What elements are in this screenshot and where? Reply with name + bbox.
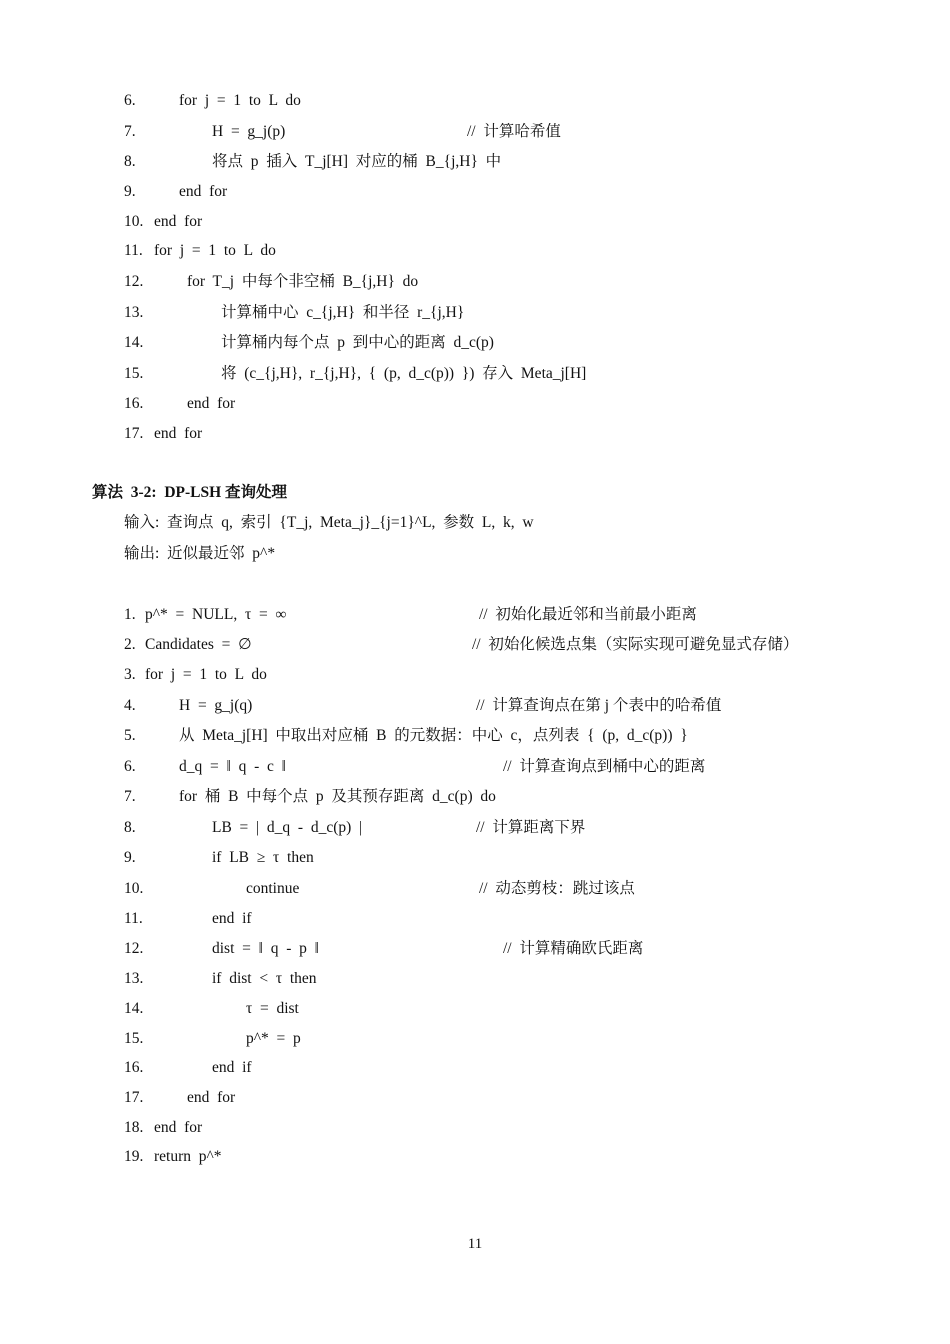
- algorithm-output: 输出: 近似最近邻 p^*: [124, 545, 276, 562]
- code-line: 计算桶内每个点 p 到中心的距离 d_c(p): [221, 334, 494, 351]
- page-number: 11: [467, 1236, 483, 1252]
- code-line: continue: [246, 880, 300, 897]
- line-number: 6.: [124, 92, 136, 109]
- line-number: 10.: [124, 880, 144, 897]
- code-comment: // 计算查询点到桶中心的距离: [503, 758, 706, 775]
- line-number: 11.: [124, 910, 143, 927]
- line-number: 12.: [124, 273, 144, 290]
- code-line: H = g_j(q): [179, 697, 253, 714]
- line-number: 14.: [124, 1000, 144, 1017]
- line-number: 15.: [124, 1030, 144, 1047]
- code-comment: // 计算查询点在第 j 个表中的哈希值: [476, 697, 722, 714]
- algorithm-input: 输入: 查询点 q, 索引 {T_j, Meta_j}_{j=1}^L, 参数 L, k, w: [124, 514, 534, 531]
- code-comment: // 计算精确欧氏距离: [503, 940, 644, 957]
- code-line: for 桶 B 中每个点 p 及其预存距离 d_c(p) do: [179, 788, 496, 805]
- line-number: 14.: [124, 334, 144, 351]
- code-line: H = g_j(p): [212, 123, 286, 140]
- code-line: end for: [154, 1119, 203, 1136]
- code-line: for j = 1 to L do: [145, 666, 267, 683]
- code-line: end for: [154, 213, 203, 230]
- code-line: 将点 p 插入 T_j[H] 对应的桶 B_{j,H} 中: [212, 153, 502, 170]
- code-line: d_q = ‖ q - c ‖: [179, 758, 286, 775]
- code-line: dist = ‖ q - p ‖: [212, 940, 320, 957]
- code-line: p^* = p: [246, 1030, 301, 1047]
- line-number: 17.: [124, 1089, 144, 1106]
- line-number: 2.: [124, 636, 136, 653]
- line-number: 1.: [124, 606, 136, 623]
- line-number: 7.: [124, 788, 136, 805]
- line-number: 19.: [124, 1148, 144, 1165]
- code-line: 计算桶中心 c_{j,H} 和半径 r_{j,H}: [221, 304, 465, 321]
- code-line: if LB ≥ τ then: [212, 849, 314, 866]
- code-comment: // 初始化最近邻和当前最小距离: [479, 606, 697, 623]
- code-line: end for: [187, 395, 236, 412]
- code-line: for j = 1 to L do: [179, 92, 301, 109]
- code-line: end for: [179, 183, 228, 200]
- code-line: for T_j 中每个非空桶 B_{j,H} do: [187, 273, 419, 290]
- code-line: p^* = NULL, τ = ∞: [145, 606, 287, 623]
- code-comment: // 动态剪枝：跳过该点: [479, 880, 635, 897]
- line-number: 16.: [124, 395, 144, 412]
- line-number: 13.: [124, 304, 144, 321]
- line-number: 8.: [124, 819, 136, 836]
- code-line: for j = 1 to L do: [154, 242, 276, 259]
- code-line: end if: [212, 1059, 252, 1076]
- line-number: 11.: [124, 242, 143, 259]
- line-number: 10.: [124, 213, 144, 230]
- code-line: return p^*: [154, 1148, 222, 1165]
- code-line: τ = dist: [246, 1000, 299, 1017]
- code-line: Candidates = ∅: [145, 636, 252, 653]
- line-number: 17.: [124, 425, 144, 442]
- line-number: 9.: [124, 849, 136, 866]
- code-line: if dist < τ then: [212, 970, 317, 987]
- code-line: end for: [154, 425, 203, 442]
- algorithm-title: 算法 3-2: DP-LSH 查询处理: [92, 484, 288, 501]
- line-number: 8.: [124, 153, 136, 170]
- code-line: 从 Meta_j[H] 中取出对应桶 B 的元数据：中心 c，点列表 { (p, d_c(p)) }: [179, 727, 688, 744]
- code-line: 将 (c_{j,H}, r_{j,H}, { (p, d_c(p)) }) 存入 Meta_j[H]: [221, 365, 587, 382]
- line-number: 16.: [124, 1059, 144, 1076]
- line-number: 4.: [124, 697, 136, 714]
- line-number: 7.: [124, 123, 136, 140]
- line-number: 5.: [124, 727, 136, 744]
- code-comment: // 计算距离下界: [476, 819, 586, 836]
- line-number: 18.: [124, 1119, 144, 1136]
- code-comment: // 初始化候选点集（实际实现可避免显式存储）: [472, 636, 799, 653]
- code-line: end if: [212, 910, 252, 927]
- code-line: LB = | d_q - d_c(p) |: [212, 819, 363, 836]
- line-number: 6.: [124, 758, 136, 775]
- line-number: 13.: [124, 970, 144, 987]
- line-number: 3.: [124, 666, 136, 683]
- code-comment: // 计算哈希值: [467, 123, 561, 140]
- line-number: 15.: [124, 365, 144, 382]
- line-number: 9.: [124, 183, 136, 200]
- line-number: 12.: [124, 940, 144, 957]
- code-line: end for: [187, 1089, 236, 1106]
